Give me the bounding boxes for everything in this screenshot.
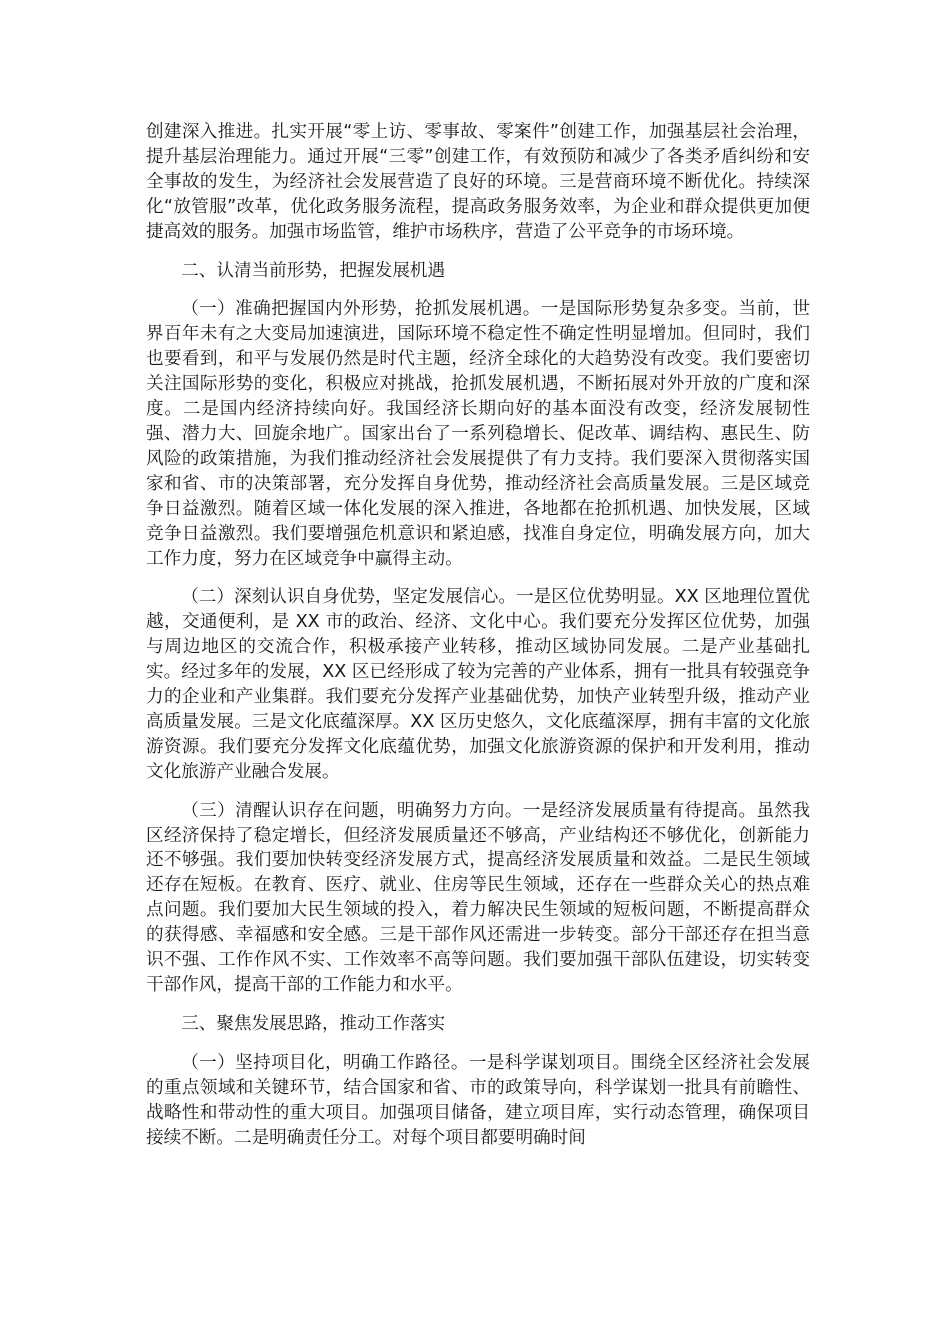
paragraph-domestic-international-situation: （一）准确把握国内外形势，抢抓发展机遇。一是国际形势复杂多变。当前，世界百年未有之大变局加速演进，国际环境不稳定性不确定性明显增加。但同时，我们也要看到，和平与发展仍然是时代主题，经济全球化的大趋势没有改变。我们要密切关注国际形势的变化，积极应对挑战，抢抓发展机遇，不断拓展对外开放的广度和深度。二是国内经济持续向好。我国经济长期向好的基本面没有改变，经济发展韧性强、潜力大、回旋余地广。国家出台了一系列稳增长、促改革、调结构、惠民生、防风险的政策措施，为我们推动经济社会发展提供了有力支持。我们要深入贯彻落实国家和省、市的决策部署，充分发挥自身优势，推动经济社会高质量发展。三是区域竞争日益激烈。随着区域一体化发展的深入推进，各地都在抢抓机遇、加快发展，区域竞争日益激烈。我们要增强危机意识和紧迫感，找准自身定位，明确发展方向，加大工作力度，努力在区域竞争中赢得主动。 [146,299,810,569]
document-body [146,120,810,1150]
section-heading-three: 三、聚焦发展思路，推动工作落实 [181,1013,446,1034]
paragraph-existing-problems: （三）清醒认识存在问题，明确努力方向。一是经济发展质量有待提高。虽然我区经济保持了稳定增长，但经济发展质量还不够高，产业结构还不够优化，创新能力还不够强。我们要加快转变经济发展方式，提高经济发展质量和效益。二是民生领域还存在短板。在教育、医疗、就业、住房等民生领域，还存在一些群众关心的热点难点问题。我们要加大民生领域的投入，着力解决民生领域的短板问题，不断提高群众的获得感、幸福感和安全感。三是干部作风还需进一步转变。部分干部还存在担当意识不强、工作作风不实、工作效率不高等问题。我们要加强干部队伍建设，切实转变干部作风，提高干部的工作能力和水平。 [146,800,810,995]
paragraph-project-path: （一）坚持项目化，明确工作路径。一是科学谋划项目。围绕全区经济社会发展的重点领域和关键环节，结合国家和省、市的政策导向，科学谋划一批具有前瞻性、战略性和带动性的重大项目。加强项目储备，建立项目库，实行动态管理，确保项目接续不断。二是明确责任分工。对每个项目都要明确时间 [146,1052,810,1148]
paragraph-own-advantages: （二）深刻认识自身优势，坚定发展信心。一是区位优势明显。XX 区地理位置优越，交通便利，是 XX 市的政治、经济、文化中心。我们要充分发挥区位优势，加强与周边地区的交流合作，积极承接产业转移，推动区域协同发展。二是产业基础扎实。经过多年的发展，XX 区已经形成了较为完善的产业体系，拥有一批具有较强竞争力的企业和产业集群。我们要充分发挥产业基础优势，加快产业转型升级，推动产业高质量发展。三是文化底蕴深厚。XX 区历史悠久，文化底蕴深厚，拥有丰富的文化旅游资源。我们要充分发挥文化底蕴优势，加强文化旅游资源的保护和开发利用，推动文化旅游产业融合发展。 [146,587,810,782]
paragraph-continuation: 创建深入推进。扎实开展“零上访、零事故、零案件”创建工作，加强基层社会治理，提升基层治理能力。通过开展“三零”创建工作，有效预防和减少了各类矛盾纠纷和安全事故的发生，为经济社会发展营造了良好的环境。三是营商环境不断优化。持续深化“放管服”改革，优化政务服务流程，提高政务服务效率，为企业和群众提供更加便捷高效的服务。加强市场监管，维护市场秩序，营造了公平竞争的市场环境。 [146,122,810,242]
section-heading-two: 二、认清当前形势，把握发展机遇 [181,260,446,281]
